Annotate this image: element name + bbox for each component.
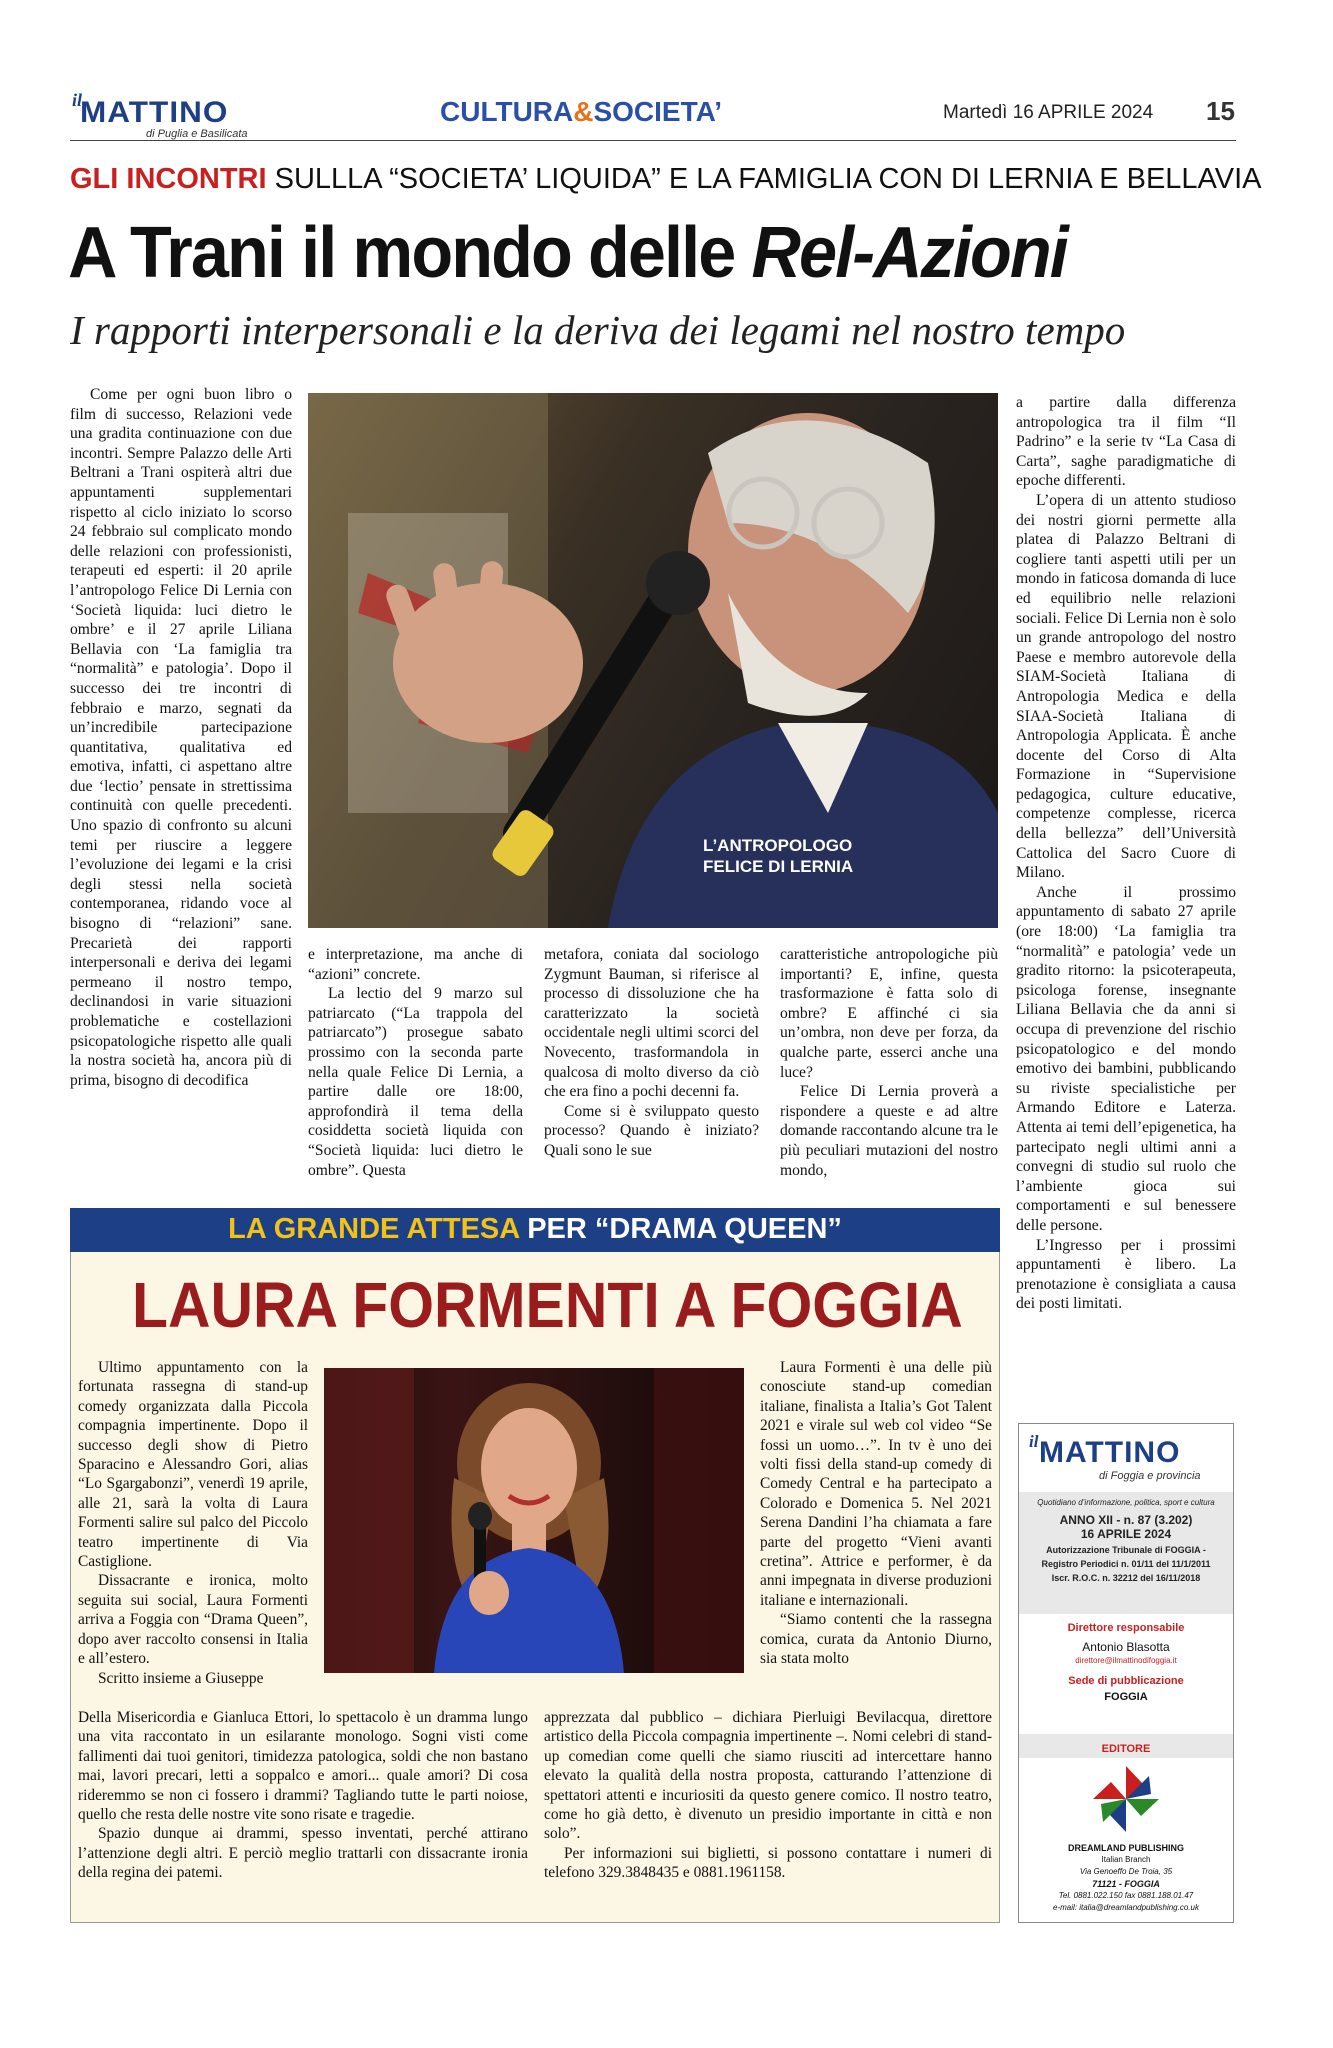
article1-col2: e interpretazione, ma anche di “azioni” concrete. La lectio del 9 marzo sul patriarcato (“La trappola del patriarcato”) prosegue sabato prossimo con la seconda parte nella quale Felice Di Lernia, a partire dalle ore 18:00, approfondirà il tema della cosiddetta società liquida con “Società liquida: luci dietro le ombre”. Questa xyxy=(308,946,523,1179)
logo-text: MATTINO xyxy=(80,96,229,129)
article1-col1: Come per ogni buon libro o film di successo, Relazioni vede una gradita continuazione con due incontri. Sempre Palazzo delle Arti Beltrani a Trani ospiterà altri due appuntamenti supplementari rispetto al ciclo iniziato lo scorso 24 febbraio sul complicato mondo delle relazioni con professionisti, terapeuti ed esperti: il 20 aprile l’antropologo Felice Di Lernia con ‘Società liquida: luci dietro le ombre’ e il 27 aprile Liliana Bellavia con ‘La famiglia tra “normalità” e patologia’. Dopo il successo dei tre incontri di febbraio e marzo, segnati da un’incredibile partecipazione quantitativa, qualitativa ed emotiva, infatti, ci aspettano altre due ‘lectio’ pensate in strettissima continuità con quelle precedenti. Uno spazio di confronto su alcuni temi per riuscire a leggere l’evoluzione dei legami e la crisi degli stessi nella società contemporanea, ridando voce al bisogno di “relazioni” sane. Precarietà dei rapporti interpersonali e deriva dei legami permeano il nostro tempo, declinandosi in varie situazioni problematiche e costellazioni psicopatologiche rispetto alle quali la nostra società ha, ancora più di prima, bisogno di decodifica xyxy=(70,386,292,1089)
portrait-illustration xyxy=(308,393,998,928)
article2-col1-bottom: Della Misericordia e Gianluca Ettori, lo spettacolo è un dramma lungo una vita raccontato in un esilarante monologo. Sogni visti come fallimenti dai tuoi genitori, timidezza patologica, soldi che non bastano mai, lavori precari, letti a soppalco e amori... quale amori? Di cosa rideremmo se non ci fossero i drammi? Tagliando tutte le parti noiose, quello che resta delle nostre vite sono risate e tragedie. Spazio dunque ai drammi, spesso inventati, perché attirano l’attenzione degli altri. E perciò meglio trattarli con dissacrante ironia della regina dei patemi. xyxy=(78,1709,528,1882)
headline: A Trani il mondo delle Rel-Azioni xyxy=(68,213,1067,293)
page-number: 15 xyxy=(1206,96,1235,126)
colophon-editor-band: EDITORE xyxy=(1019,1734,1233,1758)
photo-felice-di-lernia xyxy=(308,393,998,928)
masthead-rule xyxy=(70,140,1236,141)
subheadline: I rapporti interpersonali e la deriva dei legami nel nostro tempo xyxy=(70,307,1126,353)
portrait-illustration-2 xyxy=(324,1368,744,1673)
logo-il: il xyxy=(72,90,83,110)
article2-col3: Laura Formenti è una delle più conosciute stand-up comedian italiane, finalista a Italia’s Got Talent 2021 e virale sul web col video “Se fossi un uomo…”. In tv è uno dei volti fissi della stand-up comedy di Comedy Central e ha partecipato a Colorado e Domenica 5. Nel 2021 Serena Dandini l’ha chiamata a fare parte del progetto “Vieni avanti cretina”. Attrice e performer, è da anni impegnata in diverse produzioni italiane e internazionali. “Siamo contenti che la rassegna comica, curata da Antonio Diurno, sia stata molto xyxy=(760,1359,992,1668)
article1-col4: caratteristiche antropologiche più importanti? E, infine, questa trasformazione è fatta solo di ombre? E affinché ci sia un’ombra, non deve per forza, da qualche parte, esserci anche una luce? Felice Di Lernia proverà a rispondere a queste e ad altre domande raccontando alcune tra le più peculiari mutazioni del nostro mondo, xyxy=(780,946,998,1179)
article1-right-col: a partire dalla differenza antropologica tra il film “Il Padrino” e la serie tv “La Casa di Carta”, saghe paradigmatiche di epoche differenti. L’opera di un attento studioso dei nostri giorni permette alla platea di Palazzo Beltrani di cogliere tanti aspetti utili per un mondo in faticosa domanda di luce ed equilibrio nelle relazioni sociali. Felice Di Lernia non è solo un grande antropologo del nostro Paese e membro autorevole della SIAM-Società Italiana di Antropologia Medica e della SIAA-Società Italiana di Antropologia Applicata. È anche docente del Corso di Alta Formazione in “Supervisione pedagogica, culture educative, competenze complesse, ricerca della bellezza” dell’Università Cattolica del Sacro Cuore di Milano. Anche il prossimo appuntamento di sabato 27 aprile (ore 18:00) ‘La famiglia tra “normalità” e patologia’ vede un gradito ritorno: la psicoterapeuta, psicologa forense, insegnante Liliana Bellavia che da anni si occupa di prevenzione del rischio psicopatologico e del mondo emotivo dei bambini, pubblicando su riviste specialistiche per Armando Editore e Laterza. Attenta ai temi dell’epigenetica, ha partecipato negli ultimi anni a convegni di studio sul ruolo che l’ambiente gioca sui comportamenti e sul benessere delle persone. L’Ingresso per i prossimi appuntamenti è libero. La prenotazione è consigliata a causa dei posti limitati. xyxy=(1016,394,1236,1313)
article1-col3: metafora, coniata dal sociologo Zygmunt Bauman, si riferisce al processo di dissoluzione che ha caratterizzato la società occidentale negli ultimi scorci del Novecento, trasformandola in qualcosa di molto diverso da ciò che era fino a pochi decenni fa. Come si è sviluppato questo processo? Quando è iniziato? Quali sono le sue xyxy=(544,946,759,1159)
colophon-publisher: DREAMLAND PUBLISHING Italian Branch Via Genoeffo De Troia, 35 71121 - FOGGIA Tel. 0881.022.150 fax 0881.188.01.47 e-mail: italia@dreamlandpublishing.co.uk xyxy=(1053,1843,1199,1912)
colophon-logo: il MATTINO di Foggia e provincia xyxy=(1029,1432,1201,1482)
colophon-info: Quotidiano d’informazione, politica, sport e cultura ANNO XII - n. 87 (3.202) 16 APRILE 2024 Autorizzazione Tribunale di FOGGIA - Registro Periodici n. 01/11 del 11/1/2011 Iscr. R.O.C. n. 32212 del 16/11/2018 xyxy=(1019,1492,1233,1614)
article2-headline: LAURA FORMENTI A FOGGIA xyxy=(132,1269,963,1341)
kicker: GLI INCONTRI SULLLA “SOCIETA’ LIQUIDA” E LA FAMIGLIA CON DI LERNIA E BELLAVIA xyxy=(70,163,1262,195)
masthead xyxy=(70,88,1270,140)
photo-caption: L’ANTROPOLOGO FELICE DI LERNIA xyxy=(703,836,854,876)
mattino-logo xyxy=(70,92,270,138)
colophon-staff: Direttore responsabile Antonio Blasotta direttore@ilmattinodifoggia.it Sede di pubblicazione FOGGIA xyxy=(1067,1622,1185,1703)
dreamland-logo-icon xyxy=(1091,1764,1161,1834)
colophon-box xyxy=(1018,1423,1234,1923)
article2-banner: LA GRANDE ATTESA PER “DRAMA QUEEN” xyxy=(70,1208,1000,1252)
photo-laura-formenti xyxy=(324,1368,744,1673)
article2-col3-bottom: apprezzata dal pubblico – dichiara Pierluigi Bevilacqua, direttore artistico della Piccola compagnia impertinente –. Nomi celebri di stand-up comedian come quelli che siamo riusciti ad intercettare hanno elevato la qualità della nostra proposta, catturando l’attenzione di spettatori attenti e incuriositi da questo genere comico. Il nostro teatro, come ho già detto, è divenuto un presidio importante in città e non solo”. Per informazioni sui biglietti, si possono contattare i numeri di telefono 329.3848435 e 0881.1961158. xyxy=(544,1709,992,1882)
section-title: CULTURA&SOCIETA’ xyxy=(440,96,723,127)
logo-subtitle: di Puglia e Basilicata xyxy=(146,128,248,140)
issue-date: Martedì 16 APRILE 2024 xyxy=(943,102,1154,123)
article2-col1: Ultimo appuntamento con la fortunata rassegna di stand-up comedy organizzata dalla Piccola compagnia impertinente. Dopo il successo degli show di Pietro Sparacino e Alessandro Gori, alias “Lo Sgargabonzi”, venerdì 19 aprile, alle 21, sarà la volta di Laura Formenti salire sul palco del Piccolo teatro impertinente di Via Castiglione. Dissacrante e ironica, molto seguita sui social, Laura Formenti arriva a Foggia con “Drama Queen”, dopo aver raccolto consensi in Italia e all’estero. Scritto insieme a Giuseppe xyxy=(78,1359,308,1687)
